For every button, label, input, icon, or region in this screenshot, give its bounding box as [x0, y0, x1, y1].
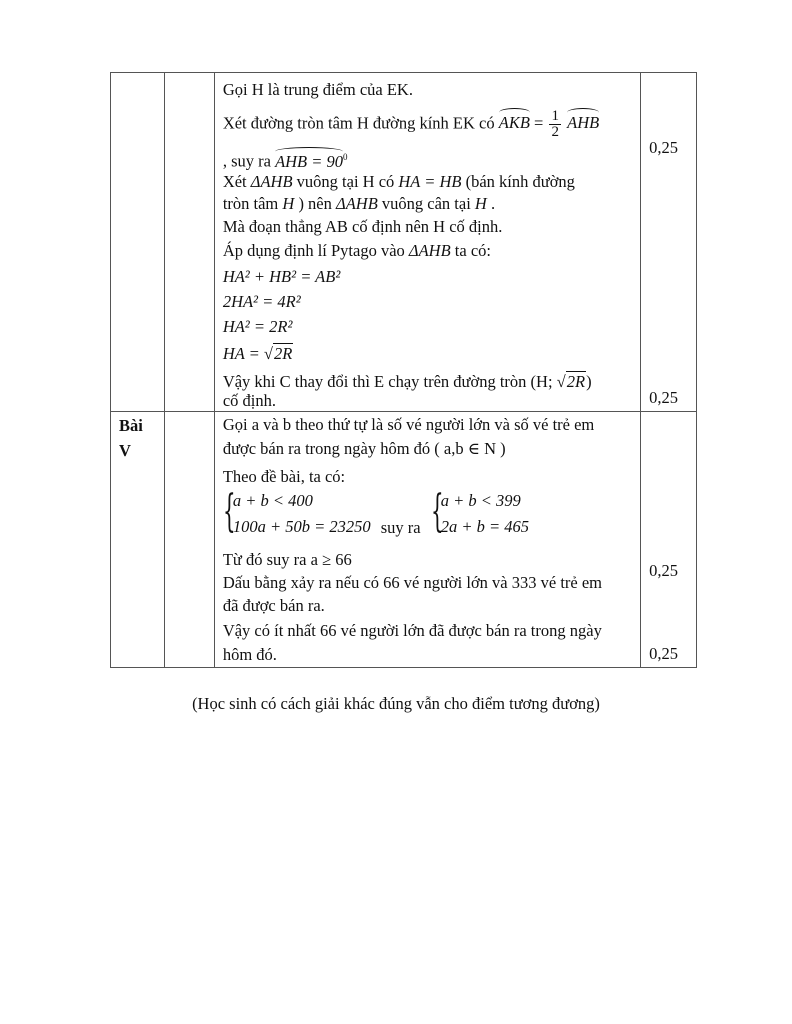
system-original — [223, 488, 371, 540]
sqrt-symbol: √ — [556, 372, 566, 391]
system-equation: a + b < 400 — [232, 491, 313, 510]
triangle-ahb: ΔAHB — [250, 172, 293, 191]
solution-line — [223, 147, 348, 172]
score-value: 0,25 — [649, 138, 678, 157]
radicand: 2R — [566, 372, 586, 391]
solution-text: Xét — [222, 172, 247, 191]
subpart-cell — [164, 412, 214, 668]
equation-ha-hb: HA = HB — [398, 172, 462, 191]
point-h: H — [474, 194, 487, 213]
equation-line — [223, 317, 293, 337]
table-row-part4 — [111, 73, 697, 412]
table-row-part5 — [111, 412, 697, 668]
triangle-ahb: ΔAHB — [336, 194, 378, 213]
subpart-cell — [164, 73, 214, 412]
sqrt-expression — [273, 344, 293, 364]
part-number: V — [119, 441, 131, 460]
arc-ahb: AHB — [567, 113, 600, 133]
score-value: 0,25 — [649, 561, 678, 580]
solution-text: vuông tại H có — [296, 172, 395, 191]
grading-table — [110, 72, 697, 668]
equation: 2HA² = 4R² — [222, 292, 301, 311]
equation-line — [223, 344, 293, 364]
equation: HA = √ — [222, 344, 273, 363]
brace-icon: { — [430, 486, 444, 537]
solution-line — [223, 172, 575, 192]
close-paren: ) — [586, 372, 592, 391]
angle-ahb-90: AHB = 90 — [275, 151, 344, 171]
part-cell — [111, 73, 165, 412]
solution-line: Theo đề bài, ta có: — [222, 467, 346, 486]
arc-akb: AKB — [498, 113, 530, 133]
system-equation: a + b < 399 — [440, 491, 521, 510]
solution-line: hôm đó. — [222, 645, 277, 664]
fraction-half: $\frac{1}{2}$ — [551, 108, 559, 140]
solution-text: , suy ra — [222, 151, 271, 171]
solution-cell — [214, 73, 640, 412]
system-equation: 2a + b = 465 — [440, 517, 529, 536]
system-equation: 100a + 50b = 23250 — [232, 517, 371, 536]
solution-line — [223, 372, 592, 392]
solution-line: Xét đường tròn tâm H đường kính EK có AKB = $\frac{1}{2}$ AHB — [222, 108, 600, 140]
solution-line: Gọi a và b theo thứ tự là số vé người lớn và số vé trẻ em — [222, 415, 595, 434]
radicand: 2R — [273, 344, 293, 363]
solution-line: Vậy có ít nhất 66 vé người lớn đã được bán ra trong ngày — [222, 621, 602, 640]
solution-cell — [214, 412, 640, 668]
solution-line: Mà đoạn thẳng AB cố định nên H cố định. — [222, 217, 503, 236]
score-cell — [641, 73, 697, 412]
solution-line: cố định. — [222, 391, 276, 410]
solution-line — [223, 241, 491, 261]
part-cell — [111, 412, 165, 668]
suy-ra-text: suy ra — [380, 518, 421, 538]
score-cell — [641, 412, 697, 668]
solution-text: Áp dụng định lí Pytago vào — [222, 241, 405, 260]
solution-text: Xét đường tròn tâm H đường kính EK có — [222, 113, 495, 133]
solution-text: ) nên — [298, 194, 332, 213]
solution-line: đã được bán ra. — [222, 596, 325, 615]
solution-line: Từ đó suy ra a ≥ 66 — [222, 550, 352, 569]
solution-line: Gọi H là trung điểm của EK. — [222, 80, 413, 99]
brace-icon: { — [222, 486, 236, 537]
solution-text: tròn tâm — [222, 194, 279, 213]
system-line — [223, 488, 529, 540]
footnote: (Học sinh có cách giải khác đúng vẫn cho điểm tương đương) — [192, 694, 600, 713]
solution-text: ta có: — [454, 241, 491, 260]
equation: HA² = 2R² — [222, 317, 293, 336]
solution-line: Dấu bằng xảy ra nếu có 66 vé người lớn và 333 vé trẻ em — [222, 573, 603, 592]
equation: HA² + HB² = AB² — [222, 267, 341, 286]
degree-mark: 0 — [343, 152, 348, 162]
solution-line: được bán ra trong ngày hôm đó ( a,b ∈ N ) — [222, 439, 506, 458]
solution-text: vuông cân tại — [381, 194, 471, 213]
score-value: 0,25 — [649, 644, 678, 663]
solution-text: (bán kính đường — [465, 172, 575, 191]
point-h: H — [282, 194, 295, 213]
solution-text: Vậy khi C thay đổi thì E chạy trên đường tròn (H; — [222, 372, 553, 391]
equation-line — [223, 292, 301, 312]
part-label: Bài — [119, 416, 143, 435]
equation-line — [223, 267, 340, 287]
solution-line: tròn tâm H ) nên ΔAHB vuông cân tại H . — [222, 194, 496, 213]
score-value: 0,25 — [649, 388, 678, 407]
triangle-ahb: ΔAHB — [408, 241, 451, 260]
system-derived — [431, 488, 529, 540]
sqrt-expression — [566, 372, 586, 392]
